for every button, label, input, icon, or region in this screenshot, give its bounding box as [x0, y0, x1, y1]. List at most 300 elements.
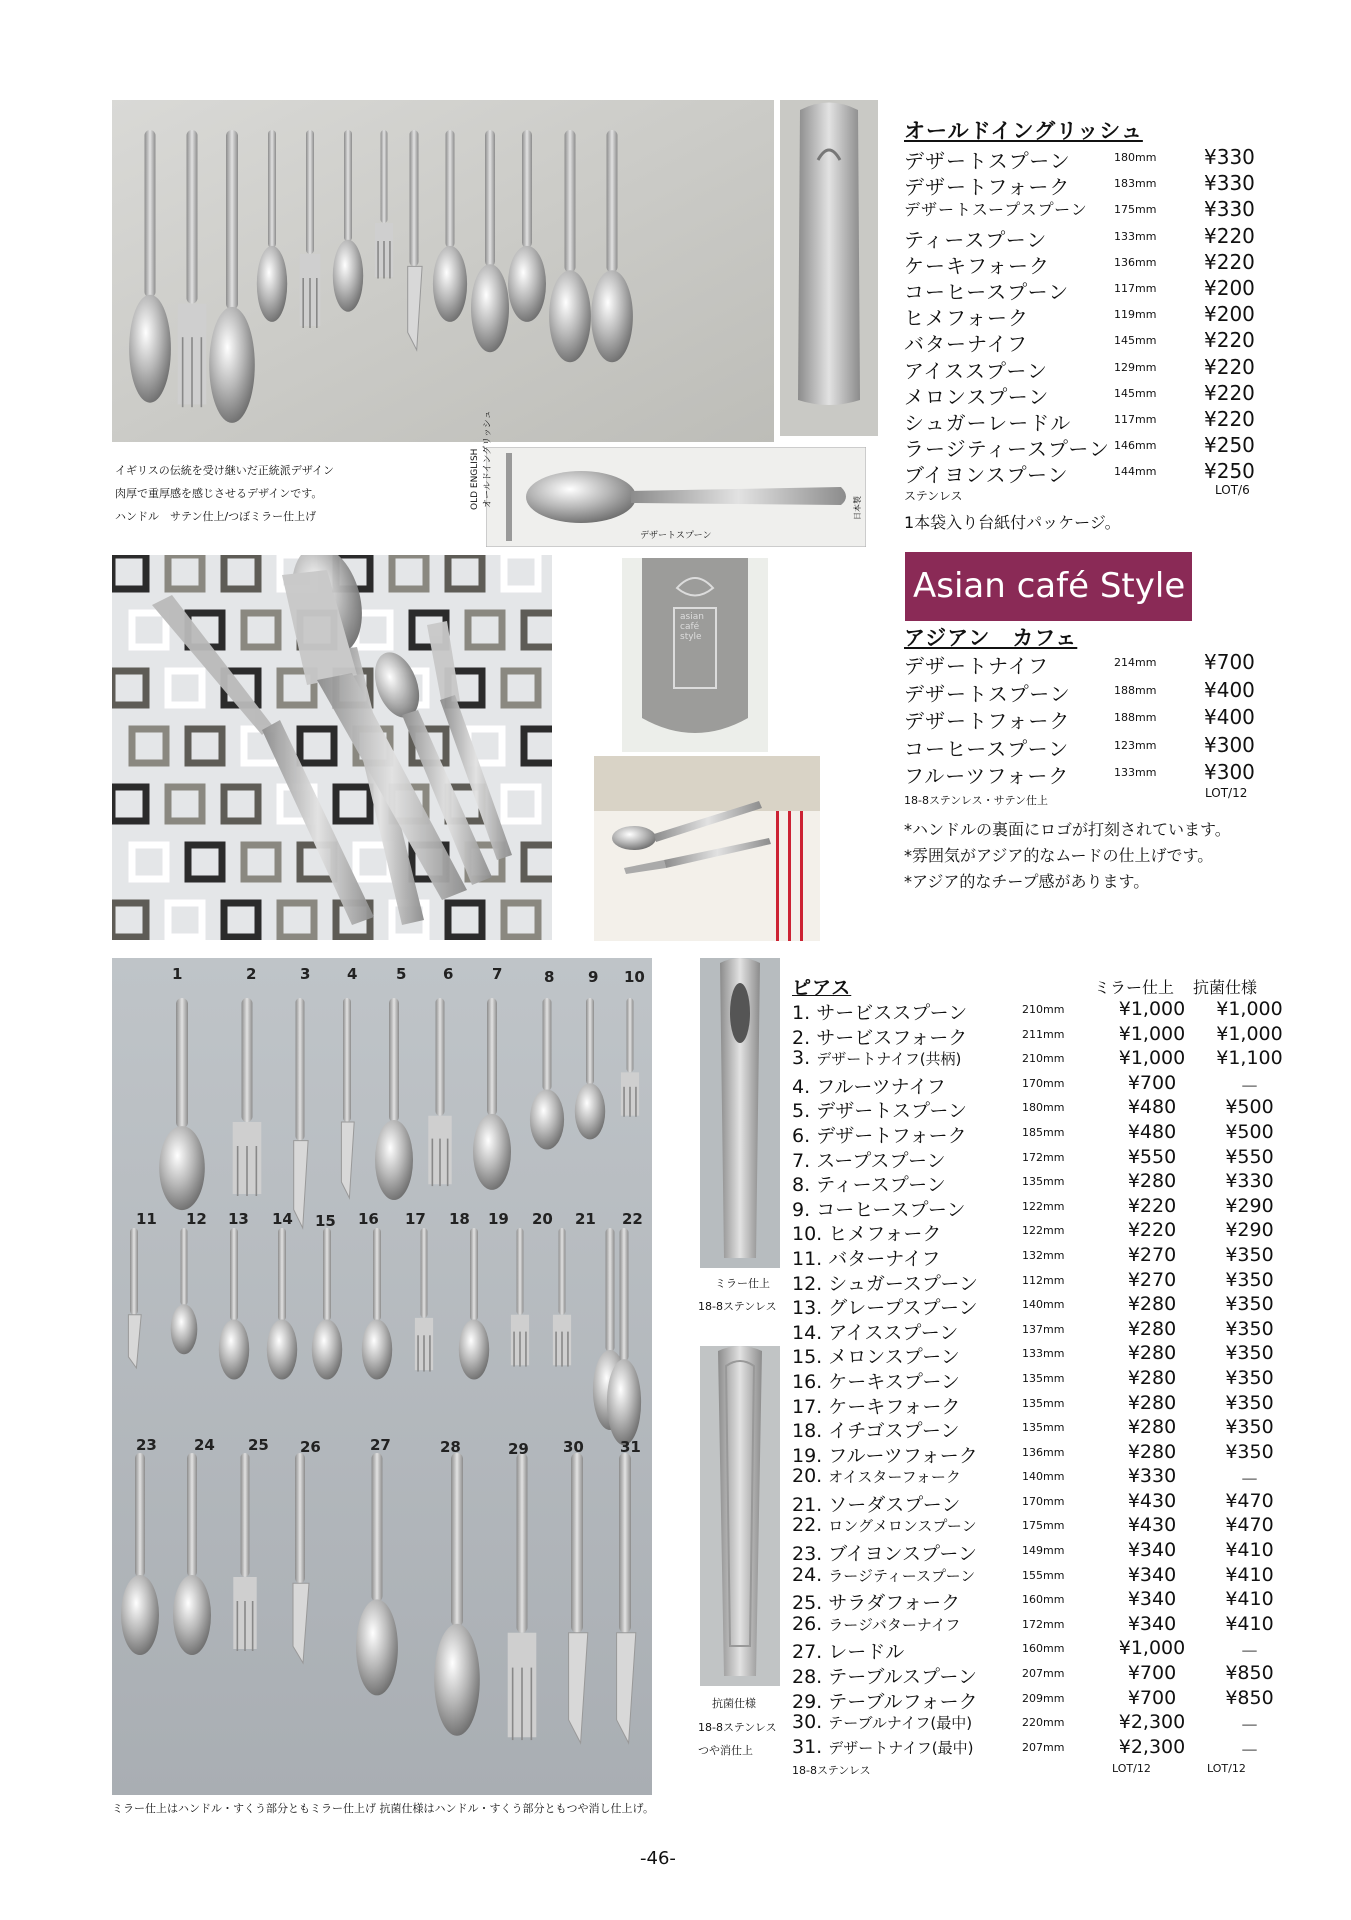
item-name-wrap — [792, 1195, 966, 1222]
piaes-title: ピアス — [792, 977, 852, 999]
item-name-wrap — [792, 1711, 972, 1733]
item-price-antibac: － — [1239, 1075, 1259, 1098]
old-english-item — [904, 171, 1264, 200]
item-price-antibac: ¥350 — [1225, 1243, 1274, 1266]
item-name-wrap — [792, 1514, 977, 1536]
piaes-item — [792, 1490, 1312, 1515]
item-size: 135mm — [1022, 1421, 1065, 1435]
piaes-item — [792, 1637, 1312, 1662]
item-name-wrap — [792, 998, 967, 1025]
item-name: メロンスプーン — [904, 384, 1050, 409]
item-number: 13. — [792, 1297, 823, 1320]
piaes-item — [792, 1736, 1312, 1761]
piaes-item — [792, 1687, 1312, 1712]
item-price-antibac: ¥410 — [1225, 1612, 1274, 1635]
piaes-item — [792, 1293, 1312, 1318]
item-price-mirror: ¥700 — [1127, 1071, 1177, 1094]
piaes-lot-mirror: LOT/12 — [1112, 1762, 1151, 1775]
item-name: テーブルナイフ(最中) — [828, 1714, 973, 1733]
item-name: アイススプーン — [828, 1321, 959, 1344]
old-english-package-note: 1本袋入り台紙付パッケージ。 — [904, 513, 1121, 532]
photo-item-number: 15 — [315, 1212, 336, 1230]
photo-item-number: 28 — [440, 1438, 461, 1456]
photo-item-number: 6 — [443, 965, 454, 983]
item-number: 19. — [792, 1444, 823, 1467]
item-name-wrap — [792, 1121, 967, 1148]
item-size: 140mm — [1022, 1470, 1065, 1484]
piaes-item — [792, 1244, 1312, 1269]
item-price-antibac: ¥350 — [1225, 1317, 1274, 1340]
item-price-antibac: ¥410 — [1225, 1563, 1274, 1586]
item-size: 180mm — [1114, 151, 1157, 164]
piaes-mirror-caption-1: ミラー仕上 — [715, 1277, 770, 1290]
item-price: ¥300 — [1204, 732, 1255, 757]
item-name-wrap — [792, 1564, 975, 1586]
item-price-mirror: ¥330 — [1127, 1465, 1177, 1488]
item-price-antibac: ¥350 — [1225, 1342, 1274, 1365]
item-name: オイスターフォーク — [828, 1468, 961, 1487]
photo-item-number: 30 — [563, 1438, 584, 1456]
item-number: 9. — [792, 1198, 811, 1221]
piaes-mirror-closeup-photo — [700, 958, 780, 1268]
photo-item-number: 7 — [492, 965, 503, 983]
item-size: 210mm — [1022, 1003, 1065, 1016]
item-size: 145mm — [1114, 386, 1157, 400]
item-number: 29. — [792, 1690, 823, 1713]
item-price-mirror: ¥1,000 — [1118, 1637, 1186, 1660]
asian-cafe-note-1: *ハンドルの裏面にロゴが打刻されています。 — [904, 820, 1231, 839]
item-name-wrap — [792, 1687, 978, 1714]
item-name: ロングメロンスプーン — [828, 1517, 977, 1536]
asian-cafe-title: アジアン カフェ — [904, 626, 1078, 650]
item-name: ティースプーン — [816, 1174, 946, 1197]
item-size: 133mm — [1114, 229, 1157, 243]
item-size: 133mm — [1022, 1347, 1065, 1361]
item-name: スープスプーン — [816, 1149, 946, 1172]
photo-item-number: 13 — [228, 1210, 249, 1228]
item-size: 188mm — [1114, 683, 1157, 697]
item-number: 30. — [792, 1711, 823, 1734]
piaes-item — [792, 1588, 1312, 1613]
item-price: ¥400 — [1204, 677, 1255, 702]
photo-item-number: 31 — [620, 1438, 641, 1456]
item-name-wrap — [792, 1416, 960, 1443]
package-line2: デザートスプーン — [640, 531, 712, 541]
page-number: -46- — [640, 1848, 676, 1869]
piaes-item — [792, 1047, 1312, 1072]
asian-cafe-main-photo — [112, 555, 552, 940]
old-english-item — [904, 250, 1264, 276]
item-price: ¥330 — [1204, 145, 1255, 169]
item-name: フルーツフォーク — [904, 764, 1070, 788]
item-number: 28. — [792, 1666, 823, 1689]
photo-item-number: 23 — [136, 1436, 157, 1454]
item-size: 172mm — [1022, 1617, 1065, 1631]
photo-item-number: 9 — [588, 968, 599, 986]
photo-item-number: 20 — [532, 1210, 553, 1228]
item-name-wrap — [792, 1465, 961, 1487]
item-size: 185mm — [1022, 1125, 1065, 1139]
item-name-wrap — [792, 1637, 904, 1664]
item-size: 188mm — [1114, 711, 1157, 724]
item-price-antibac: ¥410 — [1225, 1588, 1274, 1611]
item-size: 160mm — [1022, 1642, 1065, 1656]
item-name-wrap — [792, 1588, 960, 1615]
item-name: デザートスプーン — [904, 681, 1071, 706]
item-price: ¥250 — [1204, 459, 1255, 484]
item-name-wrap — [792, 1318, 958, 1345]
item-price-mirror: ¥220 — [1127, 1194, 1177, 1217]
asian-cafe-note-3: *アジア的なチープ感があります。 — [904, 872, 1150, 891]
asian-cafe-logo-photo — [622, 558, 768, 752]
item-price-antibac: ¥470 — [1225, 1489, 1274, 1512]
asian-cafe-price-list — [904, 650, 1264, 788]
asian-cafe-item — [904, 760, 1264, 788]
photo-item-number: 27 — [370, 1436, 391, 1454]
item-price-mirror: ¥270 — [1127, 1268, 1177, 1291]
item-name-wrap — [792, 1023, 967, 1050]
item-name-wrap — [792, 1613, 960, 1635]
item-number: 24. — [792, 1563, 823, 1586]
item-price-mirror: ¥550 — [1127, 1145, 1177, 1168]
photo-item-number: 17 — [405, 1210, 426, 1228]
item-number: 6. — [792, 1124, 811, 1147]
old-english-price-list — [904, 145, 1264, 488]
old-english-title: オールドイングリッシュ — [904, 119, 1143, 143]
item-name-wrap — [792, 1490, 960, 1517]
item-size: 170mm — [1022, 1076, 1065, 1090]
piaes-antibac-caption-2: 18-8ステンレス — [698, 1721, 777, 1734]
piaes-mirror-caption-2: 18-8ステンレス — [698, 1300, 777, 1313]
item-price-antibac: ¥470 — [1225, 1514, 1274, 1537]
item-number: 25. — [792, 1592, 823, 1615]
item-number: 5. — [792, 1100, 811, 1123]
photo-item-number: 8 — [544, 968, 555, 986]
item-name-wrap — [792, 1047, 961, 1069]
photo-item-number: 26 — [300, 1438, 321, 1456]
item-name: ブイヨンスプーン — [828, 1543, 978, 1566]
item-number: 17. — [792, 1395, 823, 1418]
item-price: ¥220 — [1204, 406, 1255, 431]
photo-item-number: 10 — [624, 968, 645, 986]
item-name: サービススプーン — [816, 1002, 968, 1024]
item-size: 175mm — [1022, 1519, 1065, 1533]
item-name: デザートスープスプーン — [904, 200, 1088, 220]
piaes-item — [792, 1318, 1312, 1343]
item-number: 12. — [792, 1272, 823, 1295]
item-size: 133mm — [1114, 766, 1157, 779]
item-price: ¥220 — [1204, 249, 1255, 274]
item-number: 14. — [792, 1321, 823, 1344]
item-price-mirror: ¥280 — [1127, 1391, 1177, 1414]
piaes-col-mirror: ミラー仕上 — [1094, 978, 1175, 997]
item-name: デザートナイフ — [904, 654, 1049, 678]
item-name: グレープスプーン — [828, 1297, 978, 1320]
piaes-material: 18-8ステンレス — [792, 1764, 871, 1777]
item-name-wrap — [792, 1539, 977, 1566]
item-size: 119mm — [1114, 308, 1157, 322]
item-name: アイススプーン — [904, 358, 1048, 383]
item-price-mirror: ¥340 — [1127, 1612, 1177, 1635]
item-name: バターナイフ — [828, 1247, 941, 1270]
item-price-mirror: ¥1,000 — [1118, 998, 1186, 1020]
piaes-antibac-closeup-photo — [700, 1346, 780, 1686]
item-number: 31. — [792, 1735, 823, 1758]
item-price-antibac: ¥350 — [1225, 1366, 1274, 1389]
item-price-antibac: ¥290 — [1225, 1194, 1274, 1217]
item-price-mirror: ¥340 — [1127, 1588, 1177, 1611]
item-name: ティースプーン — [904, 227, 1048, 252]
item-name: デザートフォーク — [904, 175, 1071, 200]
item-name: イチゴスプーン — [828, 1420, 960, 1443]
item-size: 122mm — [1022, 1199, 1065, 1213]
old-english-item — [904, 197, 1264, 223]
item-name: ケーキスプーン — [828, 1370, 960, 1393]
item-price-mirror: ¥280 — [1127, 1317, 1177, 1340]
item-price-mirror: ¥220 — [1127, 1219, 1177, 1242]
package-line1: オールドイングリッシュ — [483, 410, 493, 508]
item-price: ¥250 — [1204, 433, 1255, 458]
item-name: コーヒースプーン — [816, 1198, 966, 1221]
item-number: 8. — [792, 1174, 811, 1197]
item-price-mirror: ¥430 — [1127, 1514, 1177, 1537]
photo-item-number: 18 — [449, 1210, 470, 1228]
old-english-item — [904, 276, 1264, 302]
photo-item-number: 3 — [300, 965, 311, 983]
item-size: 170mm — [1022, 1494, 1065, 1508]
item-name: デザートナイフ(共柄) — [816, 1050, 962, 1069]
item-name: サラダフォーク — [828, 1592, 961, 1615]
item-name-wrap — [792, 1219, 941, 1246]
item-name-wrap — [792, 1269, 978, 1296]
item-size: 123mm — [1114, 738, 1157, 752]
item-price-antibac: ¥350 — [1225, 1293, 1274, 1316]
old-english-item — [904, 459, 1264, 488]
item-name: ヒメフォーク — [904, 306, 1029, 331]
item-name-wrap — [792, 1367, 960, 1394]
photo-item-number: 12 — [186, 1210, 207, 1228]
item-name: ラージティースプーン — [828, 1566, 976, 1585]
item-size: 135mm — [1022, 1175, 1065, 1189]
photo-item-number: 24 — [194, 1436, 215, 1454]
item-price-mirror: ¥700 — [1127, 1686, 1177, 1709]
item-price-mirror: ¥700 — [1127, 1662, 1177, 1685]
item-price-antibac: － — [1239, 1641, 1259, 1664]
piaes-item — [792, 1662, 1312, 1687]
piaes-item — [792, 1072, 1312, 1097]
item-name-wrap — [792, 1293, 978, 1320]
item-size: 132mm — [1022, 1248, 1065, 1262]
item-number: 11. — [792, 1247, 823, 1270]
item-size: 140mm — [1022, 1298, 1065, 1312]
item-price-mirror: ¥1,000 — [1118, 1047, 1186, 1070]
item-price-mirror: ¥280 — [1127, 1342, 1177, 1365]
old-english-item — [904, 381, 1264, 407]
item-price-antibac: ¥1,100 — [1216, 1047, 1283, 1070]
item-price-antibac: ¥350 — [1225, 1268, 1274, 1291]
old-english-item — [904, 407, 1264, 433]
piaes-item — [792, 1465, 1312, 1490]
item-price-mirror: ¥340 — [1127, 1539, 1177, 1562]
photo-item-number: 22 — [622, 1210, 643, 1228]
item-price-antibac: ¥550 — [1225, 1145, 1274, 1168]
item-price-antibac: ¥500 — [1225, 1120, 1274, 1143]
item-size: 183mm — [1114, 177, 1157, 191]
item-size: 146mm — [1114, 439, 1157, 453]
piaes-item — [792, 1195, 1312, 1220]
item-name: テーブルフォーク — [828, 1690, 978, 1713]
old-english-item — [904, 302, 1264, 331]
piaes-item — [792, 1367, 1312, 1392]
piaes-item — [792, 1514, 1312, 1539]
photo-item-number: 5 — [396, 965, 407, 983]
item-size: 210mm — [1022, 1052, 1065, 1066]
item-size: 172mm — [1022, 1150, 1065, 1164]
item-name: サービスフォーク — [816, 1026, 968, 1049]
item-size: 135mm — [1022, 1396, 1065, 1410]
item-number: 2. — [792, 1026, 811, 1049]
piaes-item — [792, 998, 1312, 1023]
photo-item-number: 16 — [358, 1210, 379, 1228]
piaes-item — [792, 1392, 1312, 1417]
item-price-antibac: ¥290 — [1225, 1219, 1274, 1242]
old-english-material: ステンレス — [904, 489, 963, 503]
item-size: 136mm — [1022, 1445, 1065, 1459]
item-price-mirror: ¥480 — [1127, 1096, 1177, 1119]
piaes-item — [792, 1096, 1312, 1121]
item-price-antibac: － — [1239, 1715, 1259, 1738]
item-number: 3. — [792, 1047, 811, 1070]
item-size: 117mm — [1114, 412, 1157, 426]
item-price: ¥220 — [1204, 354, 1255, 379]
item-name: デザートフォーク — [816, 1124, 967, 1147]
piaes-item — [792, 1219, 1312, 1244]
item-size: 209mm — [1022, 1691, 1065, 1705]
item-number: 20. — [792, 1465, 823, 1488]
item-name: ブイヨンスプーン — [904, 463, 1069, 488]
piaes-item — [792, 1342, 1312, 1367]
old-english-desc-2: 肉厚で重厚感を感じさせるデザインです。 — [115, 487, 323, 500]
package-brand: OLD ENGLISH — [470, 448, 480, 510]
item-name: コーヒースプーン — [904, 736, 1070, 761]
item-name: デザートフォーク — [904, 709, 1071, 733]
item-name-wrap — [792, 1072, 946, 1099]
piaes-item — [792, 1023, 1312, 1048]
item-number: 22. — [792, 1514, 823, 1537]
item-size: 207mm — [1022, 1667, 1065, 1681]
asian-cafe-banner: Asian café Style — [905, 552, 1192, 621]
item-name-wrap — [792, 1736, 973, 1758]
item-size: 207mm — [1022, 1740, 1065, 1754]
old-english-cutlery-photo — [112, 100, 774, 442]
item-name: テーブルスプーン — [828, 1666, 978, 1689]
item-price-mirror: ¥2,300 — [1118, 1711, 1186, 1734]
item-size: 160mm — [1022, 1593, 1065, 1607]
item-name: シュガースプーン — [828, 1272, 978, 1295]
photo-item-number: 4 — [347, 965, 358, 983]
item-name: フルーツナイフ — [816, 1075, 946, 1098]
old-english-desc-3: ハンドル サテン仕上/つぼミラー仕上げ — [115, 510, 317, 523]
item-name-wrap — [792, 1392, 960, 1419]
item-name: デザートスプーン — [816, 1100, 968, 1123]
item-name-wrap — [792, 1146, 946, 1173]
item-name-wrap — [792, 1096, 967, 1123]
piaes-item — [792, 1146, 1312, 1171]
item-name: ケーキフォーク — [828, 1395, 961, 1418]
old-english-item — [904, 145, 1264, 171]
piaes-item — [792, 1613, 1312, 1638]
asian-cafe-item — [904, 733, 1264, 761]
asian-cafe-table-photo — [594, 756, 820, 941]
piaes-item — [792, 1539, 1312, 1564]
item-price-mirror: ¥480 — [1127, 1120, 1177, 1143]
item-number: 1. — [792, 1002, 811, 1024]
item-number: 21. — [792, 1493, 823, 1516]
item-name-wrap — [792, 1244, 940, 1271]
piaes-cutlery-photo — [112, 958, 652, 1795]
item-price: ¥200 — [1204, 302, 1255, 327]
item-price-mirror: ¥280 — [1127, 1366, 1177, 1389]
item-price-antibac: ¥850 — [1225, 1662, 1274, 1685]
item-price: ¥700 — [1204, 650, 1255, 674]
item-price-antibac: ¥350 — [1225, 1440, 1274, 1463]
item-size: 220mm — [1022, 1716, 1065, 1730]
piaes-lot-antibac: LOT/12 — [1207, 1762, 1246, 1775]
item-price-mirror: ¥270 — [1127, 1243, 1177, 1266]
item-name: デザートスプーン — [904, 149, 1071, 173]
photo-item-number: 11 — [136, 1210, 157, 1228]
old-english-closeup-photo — [780, 100, 878, 436]
item-size: 214mm — [1114, 656, 1157, 669]
item-name: レードル — [828, 1641, 905, 1664]
item-size: 112mm — [1022, 1273, 1065, 1287]
item-price: ¥220 — [1204, 328, 1255, 353]
item-size: 144mm — [1114, 465, 1157, 479]
item-number: 16. — [792, 1370, 823, 1393]
photo-item-number: 2 — [246, 965, 257, 983]
item-price-antibac: ¥500 — [1225, 1096, 1274, 1119]
item-name: ケーキフォーク — [904, 253, 1050, 278]
asian-cafe-logo-text: asian café style — [680, 612, 704, 642]
item-price: ¥200 — [1204, 275, 1255, 300]
item-price-antibac: ¥1,000 — [1216, 998, 1283, 1020]
asian-cafe-item — [904, 650, 1264, 678]
item-number: 4. — [792, 1075, 811, 1098]
photo-item-number: 29 — [508, 1440, 529, 1458]
item-size: 180mm — [1022, 1101, 1065, 1115]
asian-cafe-item — [904, 678, 1264, 706]
item-price-mirror: ¥1,000 — [1118, 1022, 1186, 1045]
item-name: バターナイフ — [904, 332, 1028, 357]
package-maker: 日本製 — [853, 496, 862, 520]
item-number: 23. — [792, 1543, 823, 1566]
piaes-item — [792, 1416, 1312, 1441]
item-price-mirror: ¥2,300 — [1118, 1735, 1186, 1758]
item-price-antibac: ¥1,000 — [1216, 1022, 1283, 1045]
item-price-antibac: ¥350 — [1225, 1416, 1274, 1439]
asian-cafe-item — [904, 705, 1264, 733]
asian-cafe-material: 18-8ステンレス・サテン仕上 — [904, 794, 1049, 807]
item-name: フルーツフォーク — [828, 1444, 978, 1467]
item-name: コーヒースプーン — [904, 279, 1070, 304]
piaes-price-list — [792, 998, 1312, 1760]
item-number: 26. — [792, 1612, 823, 1635]
item-price-antibac: ¥850 — [1225, 1686, 1274, 1709]
item-size: 122mm — [1022, 1224, 1065, 1238]
piaes-item — [792, 1269, 1312, 1294]
piaes-item — [792, 1441, 1312, 1466]
item-name: デザートナイフ(最中) — [828, 1738, 974, 1757]
